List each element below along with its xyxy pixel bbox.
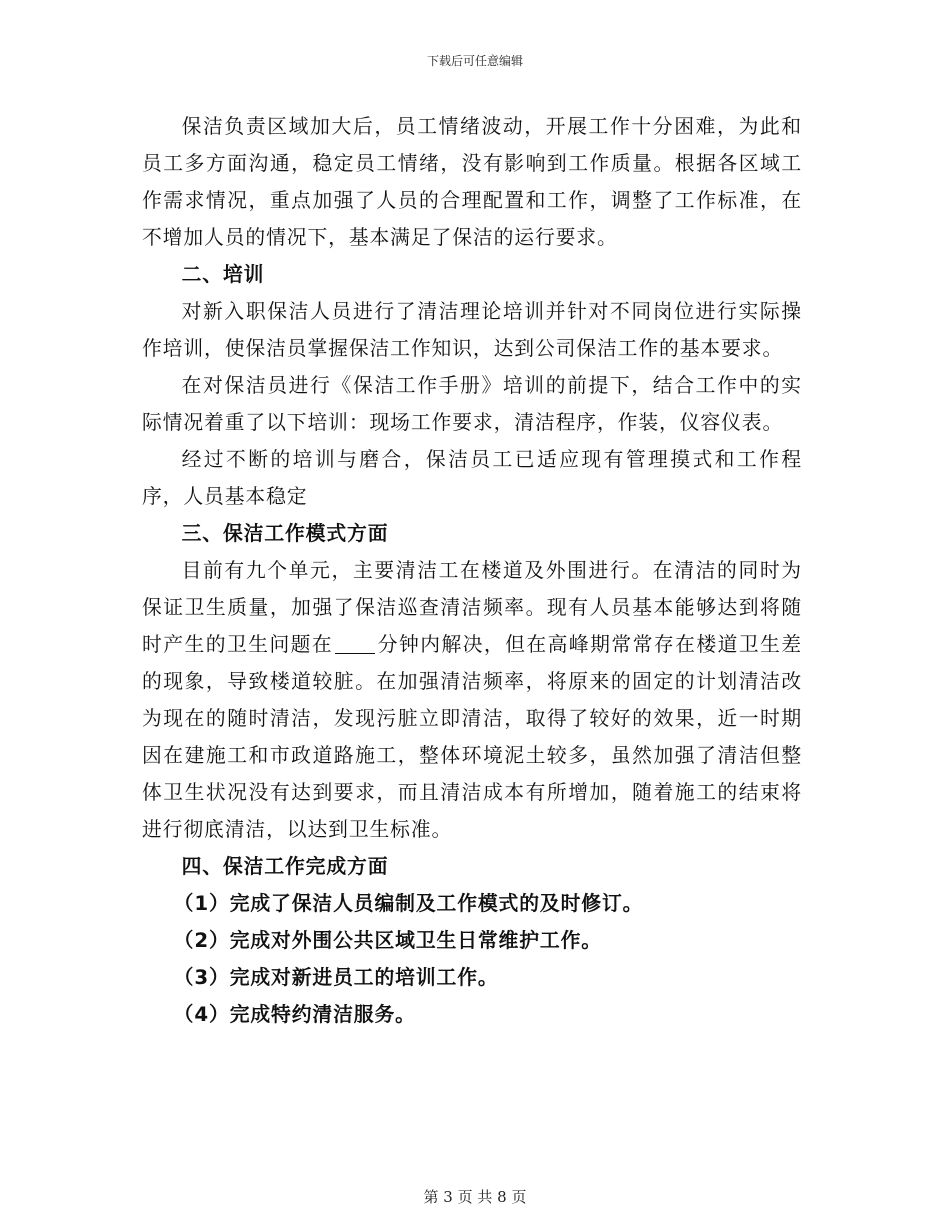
- work-mode-text-part1: 目前有九个单元，主要清洁工在楼道及外围进行。在清洁的同时为保证卫生质量，加强了保洁巡查清洁频率。现有人员基本能够达到将随时产生的卫生问题在: [142, 559, 802, 656]
- page-footer: 第 3 页 共 8 页: [423, 1188, 527, 1206]
- section-heading-completion: 四、保洁工作完成方面: [181, 855, 389, 878]
- paragraph-new-staff-training: 对新入职保洁人员进行了清洁理论培训并针对不同岗位进行实际操作培训，使保洁员掌握保洁工作知识，达到公司保洁工作的基本要求。: [142, 300, 802, 360]
- document-body: [142, 108, 802, 1033]
- work-mode-text-part2: 分钟内解决，但在高峰期常常存在楼道卫生差的现象，导致楼道较脏。在加强清洁频率，将原来的固定的计划清洁改为现在的随时清洁，发现污脏立即清洁，取得了较好的效果，近一时期因在建施工和市政道路施工，整体环境泥土较多，虽然加强了清洁但整体卫生状况没有达到要求，而且清洁成本有所增加，随着施工的结束将进行彻底清洁，以达到卫生标准。: [142, 633, 802, 841]
- paragraph-work-mode: [142, 552, 802, 848]
- list-item: （2）完成对外围公共区域卫生日常维护工作。: [173, 929, 602, 952]
- paragraph-training-result: 经过不断的培训与磨合，保洁员工已适应现有管理摸式和工作程序，人员基本稳定: [142, 448, 802, 508]
- paragraph-manual-training: 在对保洁员进行《保洁工作手册》培训的前提下，结合工作中的实际情况着重了以下培训：现场工作要求，清洁程序，作装，仪容仪表。: [142, 374, 802, 434]
- paragraph-staff-stability: 保洁负责区域加大后，员工情绪波动，开展工作十分困难，为此和员工多方面沟通，稳定员工情绪，没有影响到工作质量。根据各区域工作需求情况，重点加强了人员的合理配置和工作，调整了工作标准，在不增加人员的情况下，基本满足了保洁的运行要求。: [142, 115, 802, 249]
- list-item: （1）完成了保洁人员编制及工作模式的及时修订。: [173, 892, 644, 915]
- list-item: （3）完成对新进员工的培训工作。: [173, 966, 499, 989]
- list-item: （4）完成特约清洁服务。: [173, 1003, 416, 1026]
- page-header: 下载后可任意编辑: [426, 54, 523, 68]
- fill-in-blank: [335, 633, 375, 654]
- section-heading-training: 二、培训: [181, 263, 265, 286]
- section-heading-work-mode: 三、保洁工作模式方面: [181, 522, 389, 545]
